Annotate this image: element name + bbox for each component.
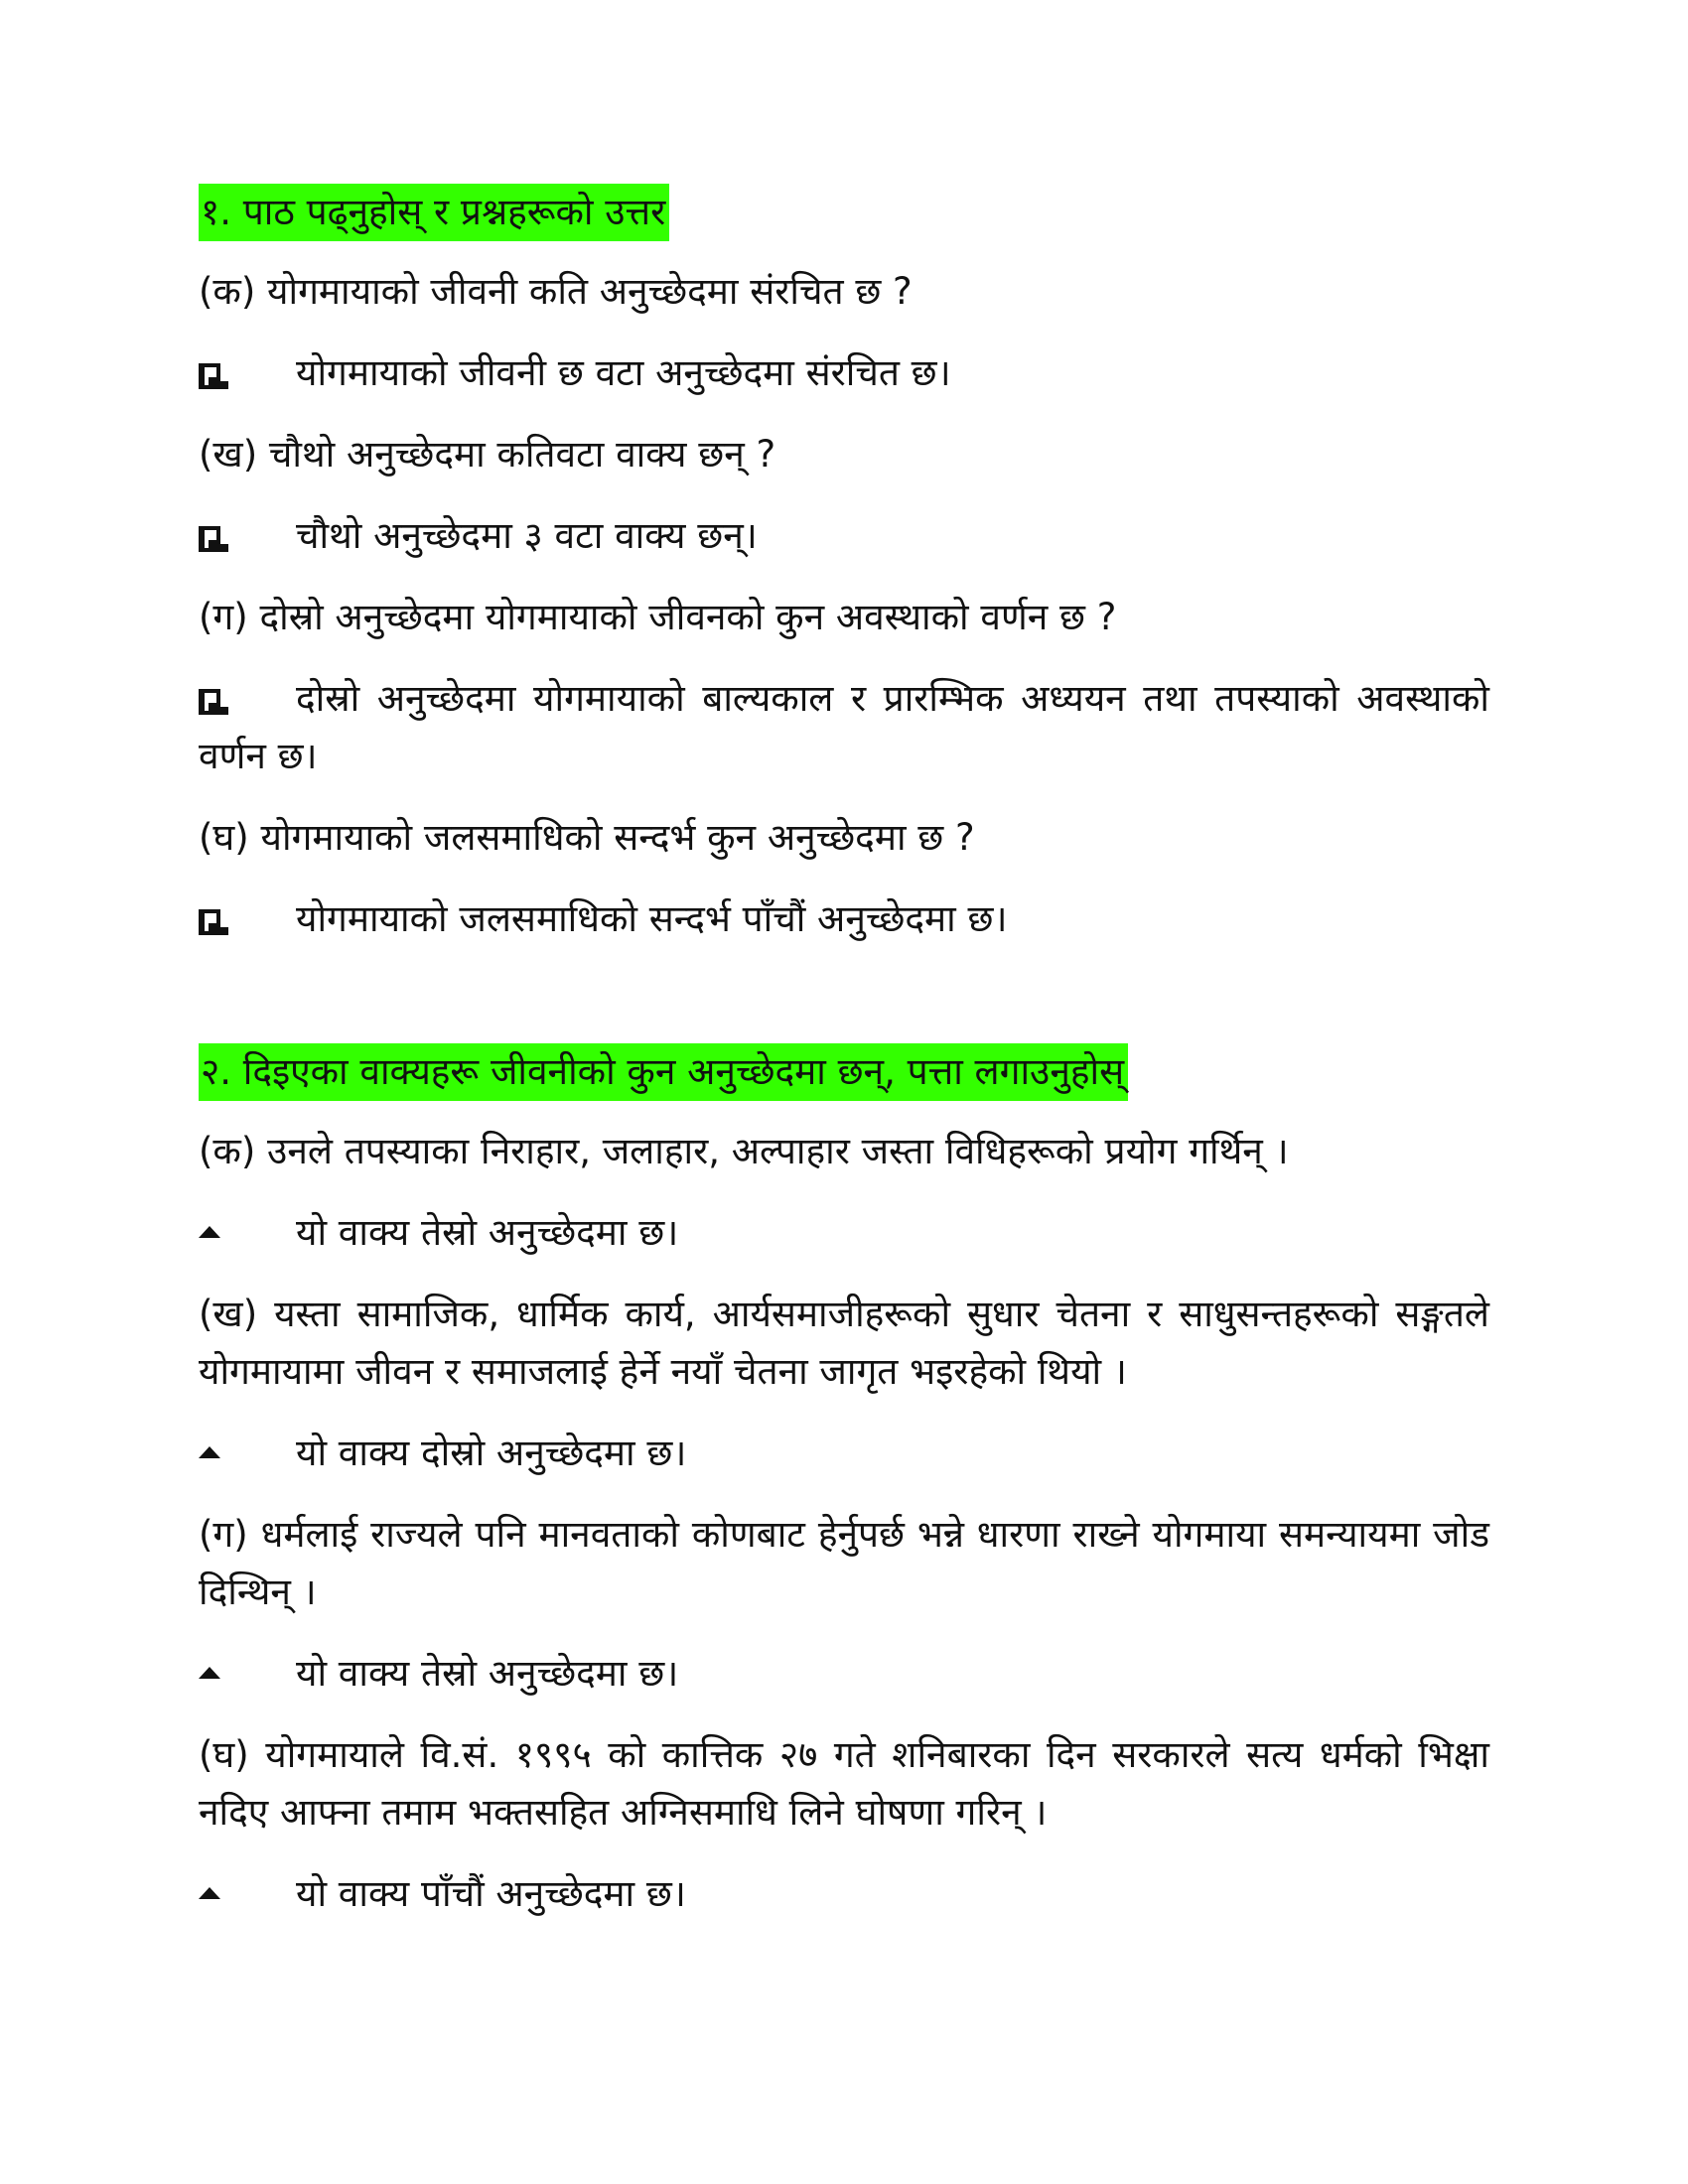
answer-text: योगमायाको जलसमाधिको सन्दर्भ पाँचौं अनुच्छेदमा छ।	[296, 897, 1008, 940]
question-1-gha: (घ) योगमायाको जलसमाधिको सन्दर्भ कुन अनुच्छेदमा छ ?	[199, 816, 975, 859]
question-1-kha: (ख) चौथो अनुच्छेदमा कतिवटा वाक्य छन् ?	[199, 433, 776, 476]
section-2-heading-line	[199, 1043, 1489, 1101]
answer-text: यो वाक्य दोस्रो अनुच्छेदमा छ।	[296, 1432, 687, 1474]
section-2-heading: २. दिइएका वाक्यहरू जीवनीको कुन अनुच्छेदमा छन्, पत्ता लगाउनुहोस्	[199, 1043, 1128, 1101]
answer-1-ka	[199, 344, 1489, 402]
answer-2-ka	[199, 1204, 1489, 1262]
answer-text: यो वाक्य तेस्रो अनुच्छेदमा छ।	[296, 1211, 679, 1254]
answer-text: यो वाक्य पाँचौं अनुच्छेदमा छ।	[296, 1872, 686, 1915]
answer-text: दोस्रो अनुच्छेदमा योगमायाको बाल्यकाल र प्रारम्भिक अध्ययन तथा तपस्याको अवस्थाको वर्णन छ।	[199, 677, 1489, 777]
section-1-heading-line	[199, 184, 1489, 241]
answer-1-ga	[199, 670, 1489, 785]
document-page	[199, 184, 1489, 1947]
answer-text: चौथो अनुच्छेदमा ३ वटा वाक्य छन्।	[296, 514, 758, 557]
answer-1-gha	[199, 890, 1489, 948]
answer-2-ga	[199, 1645, 1489, 1703]
answer-text: योगमायाको जीवनी छ वटा अनुच्छेदमा संरचित छ।	[296, 351, 951, 394]
answer-flag-icon	[199, 526, 228, 552]
answer-2-kha	[199, 1425, 1489, 1482]
answer-2-gha	[199, 1865, 1489, 1923]
triangle-bullet-icon	[199, 1226, 220, 1238]
triangle-bullet-icon	[199, 1887, 220, 1899]
section-1-heading: १. पाठ पढ्नुहोस् र प्रश्नहरूको उत्तर	[199, 184, 669, 241]
answer-text: यो वाक्य तेस्रो अनुच्छेदमा छ।	[296, 1652, 679, 1695]
answer-flag-icon	[199, 689, 228, 715]
question-2-kha: (ख) यस्ता सामाजिक, धार्मिक कार्य, आर्यसमाजीहरूको सुधार चेतना र साधुसन्तहरूको सङ्गतले योगमायामा जीवन र समाजलाई हेर्ने नयाँ चेतना जागृत भइरहेको थियो ।	[199, 1293, 1489, 1393]
answer-flag-icon	[199, 909, 228, 935]
question-2-ga: (ग) धर्मलाई राज्यले पनि मानवताको कोणबाट हेर्नुपर्छ भन्ने धारणा राख्ने योगमाया समन्यायमा जोड दिन्थिन् ।	[199, 1513, 1489, 1613]
question-2-ka: (क) उनले तपस्याका निराहार, जलाहार, अल्पाहार जस्ता विधिहरूको प्रयोग गर्थिन् ।	[199, 1130, 1289, 1172]
answer-1-kha	[199, 507, 1489, 565]
answer-flag-icon	[199, 363, 228, 389]
question-2-gha: (घ) योगमायाले वि.सं. १९९५ को कात्तिक २७ गते शनिबारका दिन सरकारले सत्य धर्मको भिक्षा नदिए आफ्ना तमाम भक्तसहित अग्निसमाधि लिने घोषणा गरिन् ।	[199, 1733, 1489, 1834]
triangle-bullet-icon	[199, 1446, 220, 1458]
question-1-ka: (क) योगमायाको जीवनी कति अनुच्छेदमा संरचित छ ?	[199, 270, 913, 313]
section-spacer	[199, 972, 1489, 1043]
question-1-ga: (ग) दोस्रो अनुच्छेदमा योगमायाको जीवनको कुन अवस्थाको वर्णन छ ?	[199, 596, 1117, 638]
triangle-bullet-icon	[199, 1667, 220, 1679]
